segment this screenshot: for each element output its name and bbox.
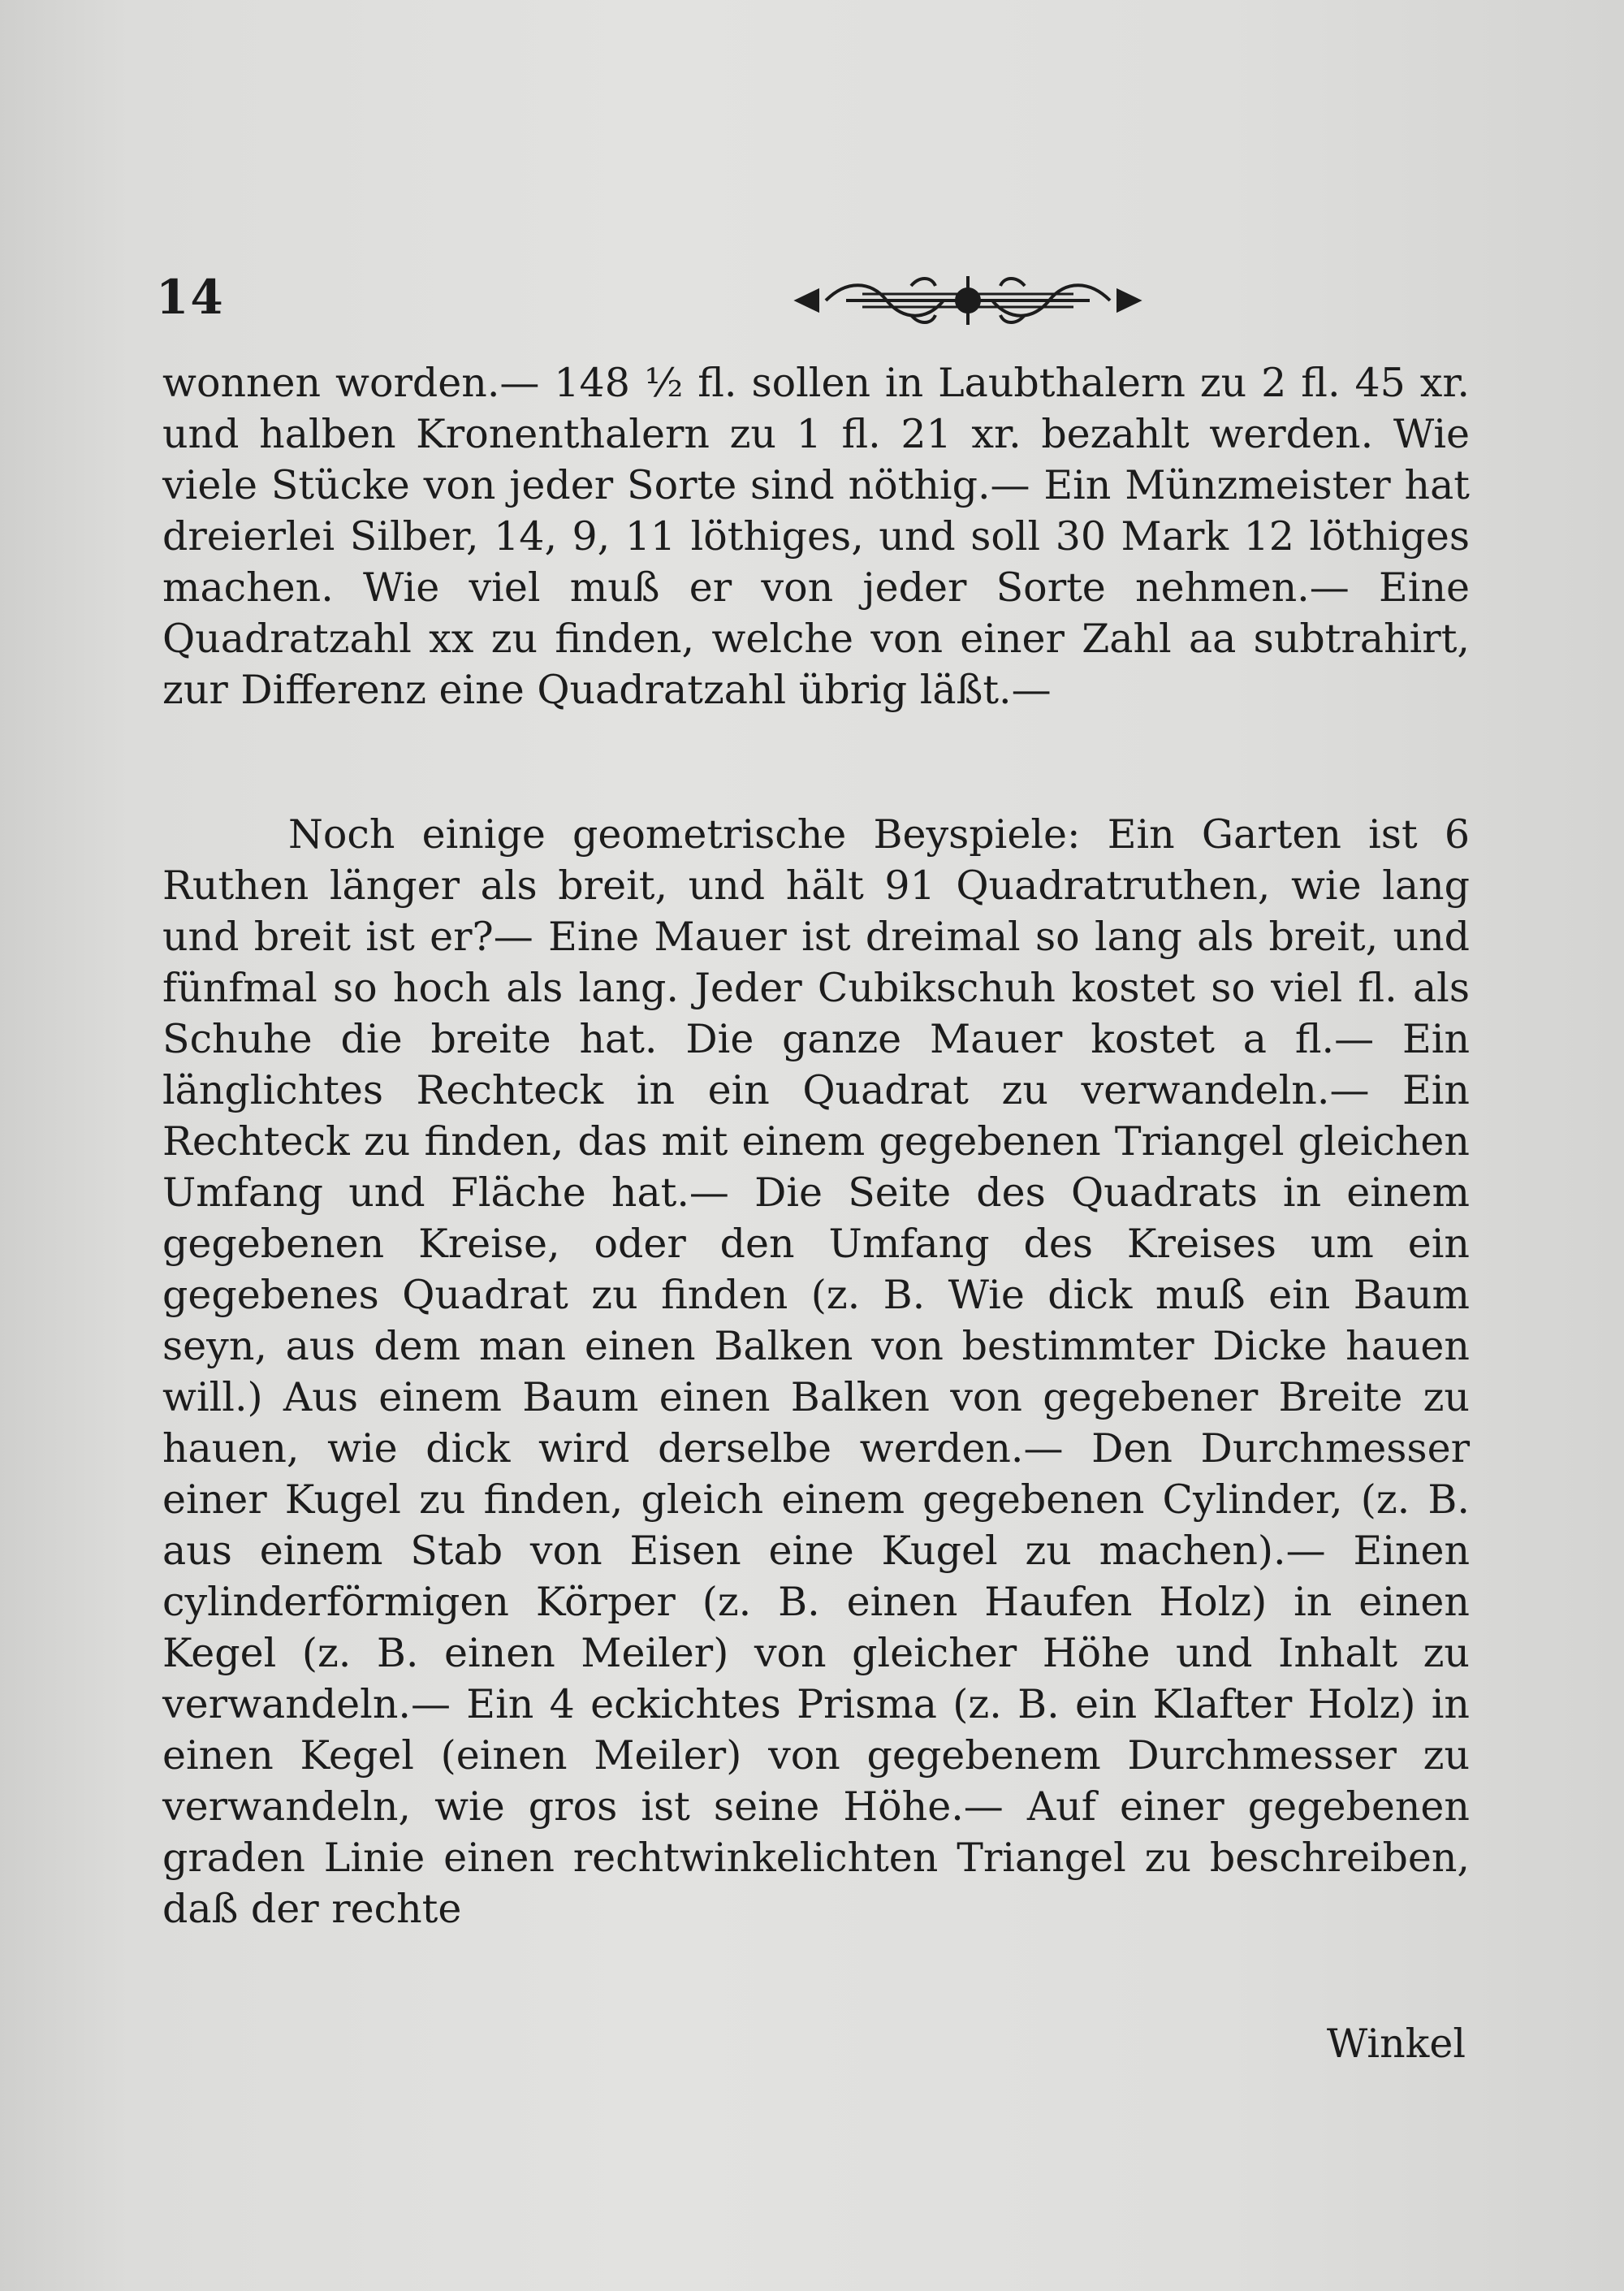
paragraph-2: Noch einige geometrische Beyspiele: Ein Garten ist 6 Ruthen länger als breit, und hält 91 Quadratruthen, wie lang und breit ist er?— Eine Mauer ist dreimal so lang als breit, und fünfmal so hoch als lang. Jeder Cubikschuh kostet so viel fl. als Schuhe die breite hat. Die ganze Mauer kostet a fl.— Ein länglichtes Rechteck in ein Quadrat zu verwandeln.— Ein Rechteck zu finden, das mit einem gegebenen Triangel gleichen Umfang und Fläche hat.— Die Seite des Quadrats in einem gegebenen Kreise, oder den Umfang des Kreises um ein gegebenes Quadrat zu finden (z. B. Wie dick muß ein Baum seyn, aus dem man einen Balken von bestimmter Dicke hauen will.) Aus einem Baum einen Balken von gegebener Breite zu hauen, wie dick wird derselbe werden.— Den Durchmesser einer Kugel zu finden, gleich einem gegebenen Cylinder, (z. B. aus einem Stab von Eisen eine Kugel zu machen).— Einen cylinderförmigen Körper (z. B. einen Haufen Holz) in einen Kegel (z. B. einen Meiler) von gleicher Höhe und Inhalt zu verwandeln.— Ein 4 eckichtes Prisma (z. B. ein Klafter Holz) in einen Kegel (einen Meiler) von gegebenem Durchmesser zu verwandeln, wie gros ist seine Höhe.— Auf einer gegebenen graden Linie einen rechtwinkelichten Triangel zu beschreiben, daß der rechte xyxy=(162,811,1470,1932)
catchword: Winkel xyxy=(1326,2021,1466,2067)
paragraph-1: wonnen worden.— 148 ½ fl. sollen in Laubthalern zu 2 fl. 45 xr. und halben Kronenthalern zu 1 fl. 21 xr. bezahlt werden. Wie viele Stücke von jeder Sorte sind nöthig.— Ein Münzmeister hat dreierlei Silber, 14, 9, 11 löthiges, und soll 30 Mark 12 löthiges machen. Wie viel muß er von jeder Sorte nehmen.— Eine Quadratzahl xx zu finden, welche von einer Zahl aa subtrahirt, zur Differenz eine Quadratzahl übrig läßt.— xyxy=(162,360,1470,713)
decorative-ornament-icon xyxy=(781,268,1155,333)
page-number: 14 xyxy=(156,270,225,325)
body-text xyxy=(162,357,1470,1934)
page-header xyxy=(156,258,1488,348)
